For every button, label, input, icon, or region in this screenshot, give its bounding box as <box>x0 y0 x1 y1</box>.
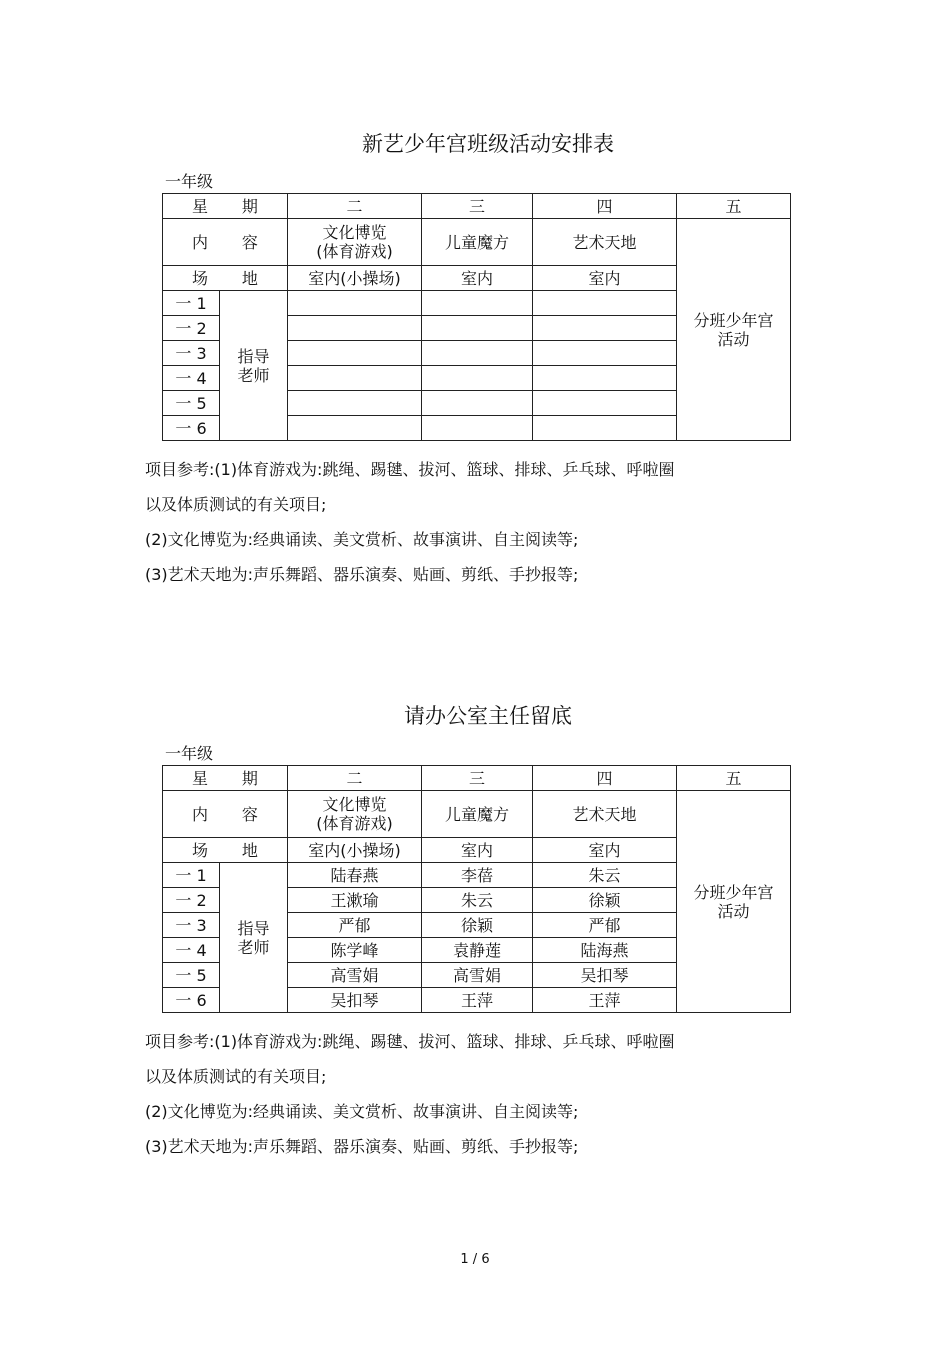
teacher-cell: 吴扣琴 <box>533 963 677 988</box>
cell-line: 活动 <box>717 329 750 349</box>
class-name: 一 2 <box>163 888 220 913</box>
teacher-cell: 朱云 <box>422 888 533 913</box>
venue-cell: 室内(小操场) <box>288 838 422 863</box>
content-art: 艺术天地 <box>533 219 677 266</box>
weekday-4: 四 <box>533 194 677 219</box>
grade-label: 一年级 <box>165 172 214 191</box>
teacher-cell: 王萍 <box>533 988 677 1013</box>
teacher-cell <box>533 391 677 416</box>
weekday-3: 三 <box>422 766 533 791</box>
teacher-cell: 王漱瑜 <box>288 888 422 913</box>
content-row <box>163 791 791 838</box>
cell-line: 文化博览 <box>322 223 387 242</box>
class-name: 一 2 <box>163 316 220 341</box>
teacher-cell <box>533 416 677 441</box>
weekday-4: 四 <box>533 766 677 791</box>
content-label: 内 容 <box>163 219 288 266</box>
cell-line: 老师 <box>237 365 270 385</box>
class-name: 一 3 <box>163 341 220 366</box>
teacher-cell <box>288 416 422 441</box>
teacher-cell <box>533 366 677 391</box>
venue-cell: 室内 <box>533 838 677 863</box>
teacher-cell <box>533 341 677 366</box>
teacher-cell <box>288 341 422 366</box>
weekday-3: 三 <box>422 194 533 219</box>
class-name: 一 3 <box>163 913 220 938</box>
teacher-cell <box>288 366 422 391</box>
content-culture <box>288 791 422 838</box>
note-line: 以及体质测试的有关项目; <box>145 495 327 514</box>
class-name: 一 1 <box>163 291 220 316</box>
teacher-cell: 陆春燕 <box>288 863 422 888</box>
cell-line: (体育游戏) <box>316 242 393 261</box>
schedule-table <box>162 765 791 1013</box>
reference-notes <box>145 458 674 598</box>
schedule-table <box>162 193 791 441</box>
teacher-label <box>220 863 288 1013</box>
teacher-cell: 高雪娟 <box>422 963 533 988</box>
content-label: 内 容 <box>163 791 288 838</box>
teacher-cell <box>422 366 533 391</box>
venue-label: 场 地 <box>163 266 288 291</box>
note-line: (3)艺术天地为:声乐舞蹈、器乐演奏、贴画、剪纸、手抄报等; <box>145 1137 579 1156</box>
teacher-cell: 王萍 <box>422 988 533 1013</box>
class-name: 一 6 <box>163 416 220 441</box>
note-line: (3)艺术天地为:声乐舞蹈、器乐演奏、贴画、剪纸、手抄报等; <box>145 565 579 584</box>
content-magic-cube: 儿童魔方 <box>422 791 533 838</box>
friday-activity <box>677 219 791 441</box>
teacher-cell: 李蓓 <box>422 863 533 888</box>
teacher-cell: 吴扣琴 <box>288 988 422 1013</box>
weekday-5: 五 <box>677 766 791 791</box>
weekday-2: 二 <box>288 194 422 219</box>
venue-cell: 室内 <box>422 838 533 863</box>
class-name: 一 5 <box>163 391 220 416</box>
venue-cell: 室内 <box>422 266 533 291</box>
cell-line: 活动 <box>717 901 750 921</box>
teacher-cell <box>422 341 533 366</box>
venue-cell: 室内(小操场) <box>288 266 422 291</box>
teacher-cell <box>422 291 533 316</box>
weekday-5: 五 <box>677 194 791 219</box>
friday-activity <box>677 791 791 1013</box>
note-line: 项目参考:(1)体育游戏为:跳绳、踢毽、拔河、篮球、排球、乒乓球、呼啦圈 <box>145 1032 675 1051</box>
teacher-cell: 袁静莲 <box>422 938 533 963</box>
teacher-cell <box>422 391 533 416</box>
teacher-cell: 徐颖 <box>422 913 533 938</box>
teacher-cell: 徐颖 <box>533 888 677 913</box>
weekday-header-label: 星 期 <box>163 194 288 219</box>
note-line: 项目参考:(1)体育游戏为:跳绳、踢毽、拔河、篮球、排球、乒乓球、呼啦圈 <box>145 460 675 479</box>
header-row <box>163 194 791 219</box>
cell-line: 分班少年宫 <box>693 882 774 902</box>
venue-cell: 室内 <box>533 266 677 291</box>
teacher-cell: 高雪娟 <box>288 963 422 988</box>
class-name: 一 4 <box>163 366 220 391</box>
teacher-cell <box>422 316 533 341</box>
weekday-2: 二 <box>288 766 422 791</box>
note-line: (2)文化博览为:经典诵读、美文赏析、故事演讲、自主阅读等; <box>145 1102 579 1121</box>
teacher-cell <box>422 416 533 441</box>
content-culture <box>288 219 422 266</box>
grade-label: 一年级 <box>165 744 214 763</box>
venue-label: 场 地 <box>163 838 288 863</box>
teacher-cell <box>288 316 422 341</box>
note-line: (2)文化博览为:经典诵读、美文赏析、故事演讲、自主阅读等; <box>145 530 579 549</box>
teacher-cell <box>288 391 422 416</box>
page-number: 1 / 6 <box>460 1252 490 1267</box>
weekday-header-label: 星 期 <box>163 766 288 791</box>
teacher-cell <box>288 291 422 316</box>
cell-line: 指导 <box>237 346 270 366</box>
content-art: 艺术天地 <box>533 791 677 838</box>
cell-line: 指导 <box>237 918 270 938</box>
class-name: 一 4 <box>163 938 220 963</box>
note-line: 以及体质测试的有关项目; <box>145 1067 327 1086</box>
header-row <box>163 766 791 791</box>
reference-notes <box>145 1030 674 1170</box>
teacher-cell: 严郁 <box>288 913 422 938</box>
content-row <box>163 219 791 266</box>
teacher-cell <box>533 291 677 316</box>
teacher-cell: 陈学峰 <box>288 938 422 963</box>
section-title: 新艺少年宫班级活动安排表 <box>362 132 614 156</box>
section-title: 请办公室主任留底 <box>404 704 572 728</box>
class-name: 一 5 <box>163 963 220 988</box>
cell-line: 老师 <box>237 937 270 957</box>
cell-line: 文化博览 <box>322 795 387 814</box>
content-magic-cube: 儿童魔方 <box>422 219 533 266</box>
teacher-cell: 严郁 <box>533 913 677 938</box>
teacher-cell: 陆海燕 <box>533 938 677 963</box>
class-name: 一 6 <box>163 988 220 1013</box>
class-name: 一 1 <box>163 863 220 888</box>
cell-line: 分班少年宫 <box>693 310 774 330</box>
teacher-cell: 朱云 <box>533 863 677 888</box>
cell-line: (体育游戏) <box>316 814 393 833</box>
teacher-cell <box>533 316 677 341</box>
teacher-label <box>220 291 288 441</box>
